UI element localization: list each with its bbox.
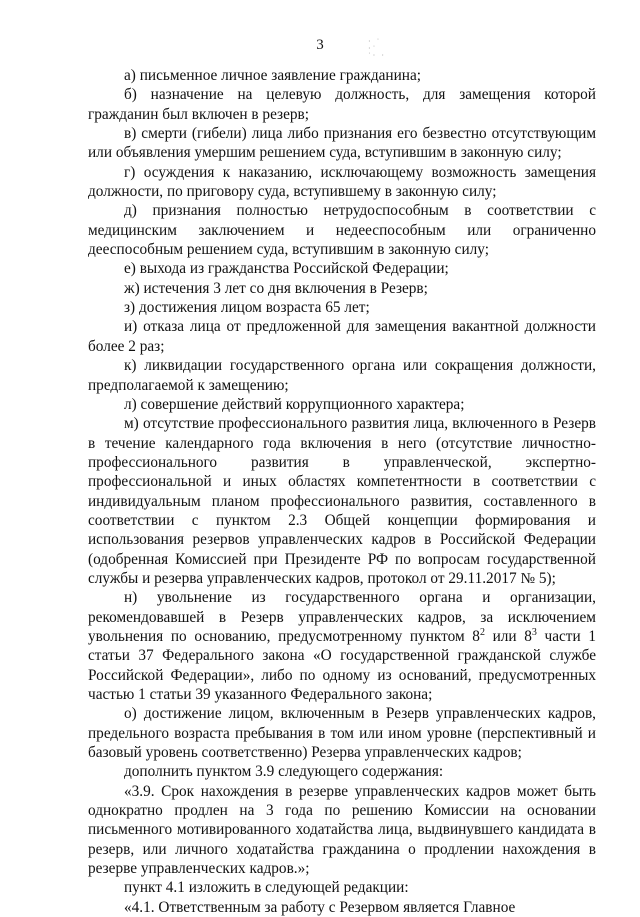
list-item-n-text-1: н) увольнение из государственного органа и организации, рекомендовавшей в Резерв управленческих кадров, за исключением увольнения по основанию, предусмотренному пунктом 8 [88,589,596,645]
list-item-d: д) признания полностью нетрудоспособным в соответствии с медицинским заключением и недееспособным или ограниченно дееспособным решением суда, вступившим в законную силу; [88,202,596,259]
list-item-z: з) достижения лицом возраста 65 лет; [124,299,370,317]
list-item-o: о) достижение лицом, включенным в Резерв управленческих кадров, предельного возраста пребывания в том или ином уровне (перспективный и базовый уровень соответственно) Резерва управленческих кадров; [88,705,596,762]
list-item-e: е) выхода из гражданства Российской Федерации; [124,260,449,278]
list-item-g: г) осуждения к наказанию, исключающему возможность замещения должности, по приговору суда, вступившему в законную силу; [88,163,596,201]
list-item-v: в) смерти (гибели) лица либо признания его безвестно отсутствующим или объявления умершим решением суда, вступившим в законную силу; [88,125,596,162]
document-body [88,66,596,917]
list-item-m: м) отсутствие профессионального развития лица, включенного в Резерв в течение календарного года включения в него (отсутствие личностно-профессионального развития в управленческой, экспертно-профессиональной и иных областях компетентности в соответствии с индивидуальным планом профессионального развития, составленного в соответствии с пунктом 2.3 Общей концепции формирования и использования резервов управленческих кадров в Российской Федерации (одобренная Комиссией при Президенте РФ по вопросам государственной службы и резерва управленческих кадров, протокол от 29.11.2017 № 5); [88,415,596,587]
list-item-l: л) совершение действий коррупционного характера; [124,395,465,413]
superscript-3: 3 [531,626,537,638]
list-item-k: к) ликвидации государственного органа или сокращения должности, предполагаемой к замещению; [88,357,596,394]
clause-4-1: «4.1. Ответственным за работу с Резервом является Главное [124,898,516,916]
superscript-2: 2 [479,626,485,638]
list-item-zh: ж) истечения 3 лет со дня включения в Резерв; [124,279,428,297]
list-item-b: б) назначение на целевую должность, для замещения которой гражданин был включен в резерв; [88,86,596,123]
list-item-a: а) письменное личное заявление гражданина; [124,67,422,84]
list-item-i: и) отказа лица от предложенной для замещения вакантной должности более 2 раз; [88,318,596,355]
amendment-intro-4-1: пункт 4.1 изложить в следующей редакции: [124,879,409,897]
page-number: 3 [316,37,324,53]
list-item-n-text-3: части 1 статьи 37 Федерального закона «О государственной гражданской службе Российской Федерации», либо по одному из оснований, предусмотренных частью 1 статьи 39 указанного Федерального закона; [88,627,596,703]
scan-artifact: · ˙ ·˙ ˙· · [368,37,386,60]
list-item-n [88,588,596,704]
clause-3-9: «3.9. Срок нахождения в резерве управленческих кадров может быть однократно продлен на 3 года по решению Комиссии на основании письменного мотивированного ходатайства лица, выдвинувшего кандидата в резерв, или личного ходатайства гражданина о продлении нахождения в резерве управленческих кадров.»; [88,782,596,878]
amendment-intro-3-9: дополнить пунктом 3.9 следующего содержания: [124,763,444,781]
list-item-n-text-2: или 8 [484,627,532,645]
